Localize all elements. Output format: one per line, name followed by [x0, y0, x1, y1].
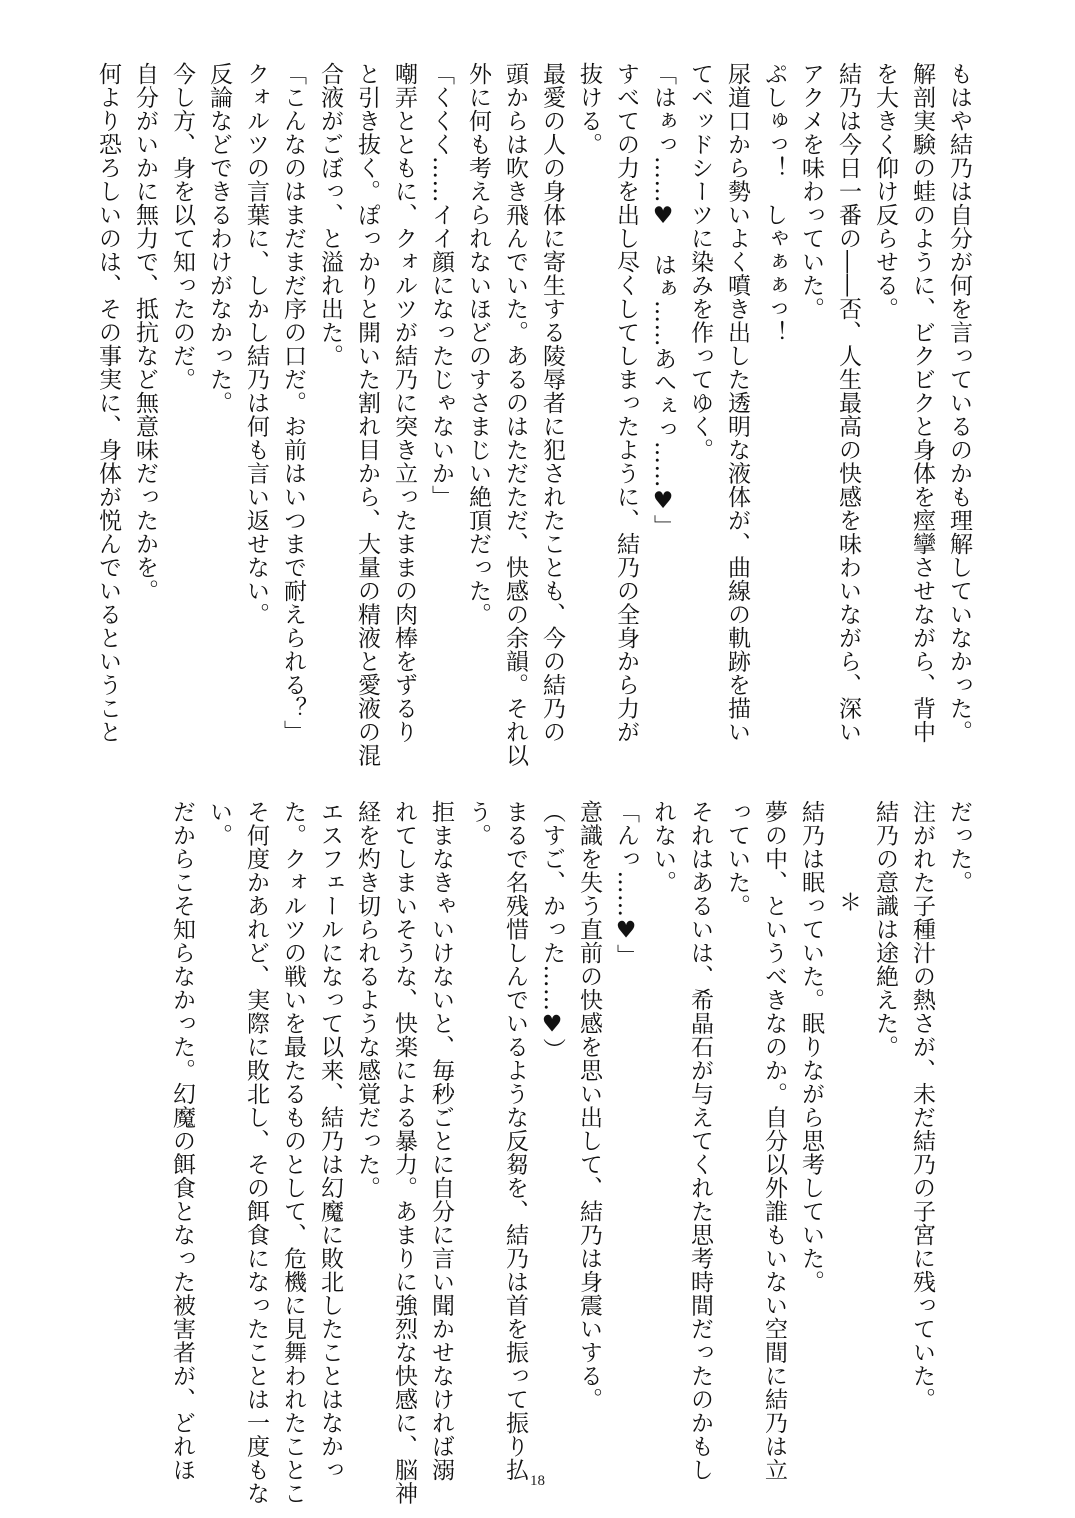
- text-line: 頭からは吹き飛んでいた。あるのはただただ、快感の余韻。それ以: [502, 62, 528, 767]
- text-line: 何より恐ろしいのは、その事実に、身体が悦んでいるということ: [95, 62, 121, 744]
- text-line: 結乃は今日一番の――否、人生最高の快感を味わいながら、深い: [835, 62, 861, 744]
- text-line: 最愛の人の身体に寄生する陵辱者に犯されたことも、今の結乃の: [539, 62, 565, 744]
- page-number: 18: [530, 1473, 545, 1489]
- text-line: 嘲弄とともに、クォルツが結乃に突き立ったままの肉棒をずるり: [391, 62, 417, 744]
- text-line: 意識を失う直前の快感を思い出して、結乃は身震いする。: [576, 800, 602, 1411]
- text-line: 抜ける。: [576, 62, 602, 156]
- text-line: 注がれた子種汁の熱さが、未だ結乃の子宮に残っていた。: [909, 800, 935, 1411]
- text-line: 外に何も考えられないほどのすさまじい絶頂だった。: [465, 62, 491, 626]
- text-line: っていた。: [724, 800, 750, 918]
- text-line: う。: [465, 800, 491, 847]
- section-break-asterisk: ＊: [835, 890, 861, 914]
- text-line: クォルツの言葉に、しかし結乃は何も言い返せない。: [243, 62, 269, 626]
- text-line: 「こんなのはまだまだ序の口だ。お前はいつまで耐えられる？」: [280, 62, 306, 744]
- text-line: を大きく仰け反らせる。: [872, 62, 898, 321]
- text-line: もはや結乃は自分が何を言っているのかも理解していなかった。: [946, 62, 972, 744]
- text-line: エスフェールになって以来、結乃は幻魔に敗北したことはなかっ: [317, 800, 343, 1482]
- text-line: だからこそ知らなかった。幻魔の餌食となった被害者が、どれほ: [169, 800, 195, 1482]
- text-line: 拒まなきゃいけないと、毎秒ごとに自分に言い聞かせなければ溺: [428, 800, 454, 1482]
- text-line: 「はぁっ……♥ はぁ……あへぇっ……♥」: [650, 62, 676, 538]
- text-line: 「んっ……♥」: [613, 800, 639, 968]
- text-line: れてしまいそうな、快楽による暴力。あまりに強烈な快感に、脳神: [391, 800, 417, 1505]
- text-line: 夢の中、というべきなのか。自分以外誰もいない空間に結乃は立: [761, 800, 787, 1482]
- text-line: 結乃の意識は途絶えた。: [872, 800, 898, 1059]
- text-line: 自分がいかに無力で、抵抗など無意味だったかを。: [132, 62, 158, 603]
- text-line: 経を灼き切られるような感覚だった。: [354, 800, 380, 1200]
- text-line: 合液がごぼっ、と溢れ出た。: [317, 62, 343, 368]
- text-line: 尿道口から勢いよく噴き出した透明な液体が、曲線の軌跡を描い: [724, 62, 750, 744]
- text-line: と引き抜く。ぽっかりと開いた割れ目から、大量の精液と愛液の混: [354, 62, 380, 767]
- text-line: 結乃は眠っていた。眠りながら思考していた。: [798, 800, 824, 1294]
- text-line: それはあるいは、希晶石が与えてくれた思考時間だったのかもし: [687, 800, 713, 1482]
- text-line: まるで名残惜しんでいるような反芻を、結乃は首を振って振り払: [502, 800, 528, 1482]
- text-line: 反論などできるわけがなかった。: [206, 62, 232, 415]
- text-line: 解剖実験の蛙のように、ビクビクと身体を痙攣させながら、背中: [909, 62, 935, 744]
- text-line: そ何度かあれど、実際に敗北し、その餌食になったことは一度もな: [243, 800, 269, 1505]
- text-line: た。クォルツの戦いを最たるものとして、危機に見舞われたことこ: [280, 800, 306, 1505]
- text-line: 今し方、身を以て知ったのだ。: [169, 62, 195, 391]
- text-line: アクメを味わっていた。: [798, 62, 824, 321]
- text-line: ぷしゅっ！ しゃぁぁっ！: [761, 62, 787, 344]
- text-line: れない。: [650, 800, 676, 894]
- text-line: 「くくく……イイ顔になったじゃないか」: [428, 62, 454, 509]
- text-line: （すご、かった……♥）: [539, 800, 565, 1062]
- text-line: だった。: [946, 800, 972, 894]
- upper-text-block: [89, 62, 977, 767]
- text-line: い。: [206, 800, 232, 847]
- text-line: すべての力を出し尽くしてしまったように、結乃の全身から力が: [613, 62, 639, 744]
- text-line: てベッドシーツに染みを作ってゆく。: [687, 62, 713, 462]
